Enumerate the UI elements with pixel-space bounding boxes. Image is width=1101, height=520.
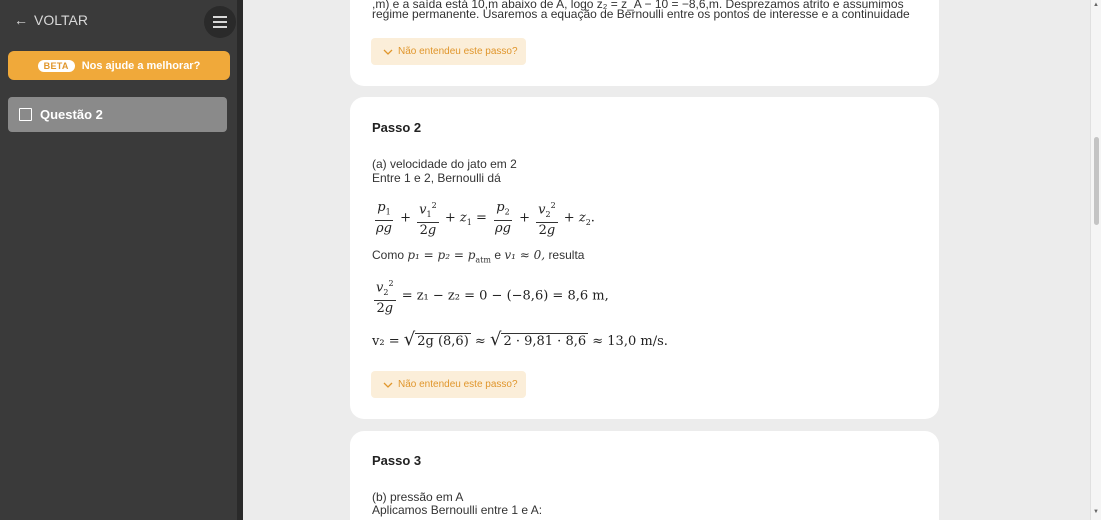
step1-text-line1: ,m) e a saída está 10,m abaixo de A, logo z₂ = z_A − 10 = −8,6,m. Desprezamos atrito e assumimos	[372, 0, 904, 11]
back-link[interactable]	[14, 12, 88, 28]
scroll-up-icon[interactable]: ▲	[1093, 2, 1099, 8]
como-equation: p₁ = p₂ = p	[407, 248, 476, 262]
beta-text: Nos ajude a melhorar?	[81, 59, 201, 72]
step1-help-button[interactable]	[371, 38, 526, 65]
back-label: VOLTAR	[34, 12, 88, 28]
main-content	[243, 0, 1090, 520]
velocity-result-equation	[372, 331, 668, 349]
sidebar-item-question[interactable]	[8, 97, 227, 132]
help-label: Não entendeu este passo?	[398, 379, 518, 390]
sidebar	[0, 0, 237, 520]
como-suffix: resulta	[548, 248, 585, 262]
beta-badge: BETA	[38, 60, 75, 72]
checkbox-icon[interactable]	[19, 108, 32, 121]
velocity-head-equation: $\frac{v_2^2}{2g}$ = z₁ − z₂ = 0 − (−8,6) = 8,6 m,	[372, 276, 609, 316]
scrollbar[interactable]	[1090, 0, 1101, 520]
bernoulli-equation: $\frac{p_1}{\rho g}$ + $\frac{v_1^2}{2g}$ + $z_1$ = $\frac{p_2}{\rho g}$ + $\frac{v_2^2}{2g}$ + $z_2$.	[372, 198, 595, 238]
como-equation-2: v₁ ≈ 0,	[504, 248, 546, 262]
step1-text-line2: regime permanente. Usaremos a equação de Bernoulli entre os pontos de interesse e a continuidade	[372, 7, 910, 21]
step-card-3	[350, 431, 939, 520]
sqrt-expression-2: √ 2 · 9,81 · 8,6	[489, 329, 587, 350]
step-card-2	[350, 97, 939, 419]
scroll-down-icon[interactable]: ▼	[1093, 509, 1099, 515]
step2-como-line	[372, 248, 584, 267]
como-mid: e	[494, 248, 502, 262]
velocity-rhs: ≈ 13,0 m/s.	[592, 334, 668, 349]
step2-line-a: (a) velocidade do jato em 2	[372, 157, 517, 171]
approx-symbol: ≈	[474, 334, 486, 349]
sqrt-radicand-1: 2g (8,6)	[417, 334, 469, 349]
step-title: Passo 3	[372, 453, 422, 468]
step3-line-a: (b) pressão em A	[372, 490, 464, 504]
beta-feedback-button[interactable]	[8, 51, 230, 80]
arrow-left-icon: ←	[14, 12, 28, 28]
scrollbar-thumb[interactable]	[1094, 137, 1099, 225]
step3-line-b: Aplicamos Bernoulli entre 1 e A:	[372, 503, 543, 517]
menu-button[interactable]	[204, 6, 236, 38]
sqrt-radicand-2: 2 · 9,81 · 8,6	[503, 334, 587, 349]
step2-line-b: Entre 1 e 2, Bernoulli dá	[372, 171, 501, 185]
chevron-down-icon	[383, 49, 393, 55]
question-label: Questão 2	[40, 107, 103, 122]
como-subscript: atm	[475, 255, 491, 265]
chevron-down-icon	[383, 382, 393, 388]
velocity-head-rhs: = z₁ − z₂ = 0 − (−8,6) = 8,6 m,	[401, 288, 609, 304]
step-card-1	[350, 0, 939, 86]
velocity-lhs: v₂ =	[372, 334, 400, 349]
help-label: Não entendeu este passo?	[398, 46, 518, 57]
sqrt-expression-1: √ 2g (8,6)	[403, 329, 469, 350]
step-title: Passo 2	[372, 120, 422, 135]
hamburger-icon	[213, 16, 227, 28]
como-prefix: Como	[372, 248, 405, 262]
step2-help-button[interactable]	[371, 371, 526, 398]
